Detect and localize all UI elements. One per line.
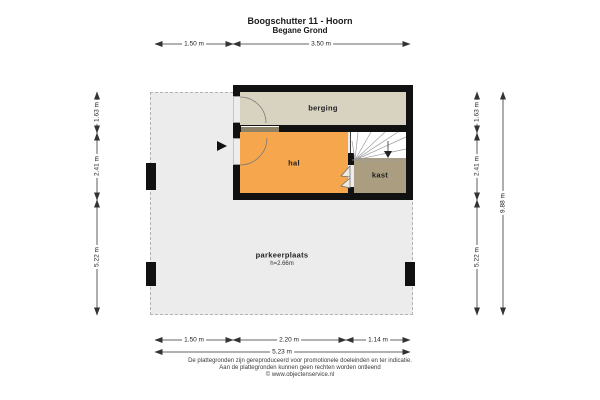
dim-left-3: 5.22 m [93,247,101,267]
dim-right-total: 9.88 m [499,193,507,213]
dim-left-2: 2.41 m [93,156,101,176]
dim-right-2: 2.41 m [473,156,481,176]
footer-copyright: © www.objectenservice.nl [265,372,335,378]
plan-title: Boogschutter 11 - Hoorn [247,16,353,26]
wall-hal-kast-upper [348,153,354,165]
footer-disclaimer-line1: De plattegronden zijn gereproduceerd voor promotionele doeleinden en ter indicatie. [188,358,412,364]
berging-label: berging [308,103,338,113]
dim-bottom-3: 1.14 m [368,336,388,344]
kast-label: kast [371,170,389,180]
dim-top-2: 3.50 m [311,40,331,48]
wall-left-segment-bottom [233,165,240,200]
parcel-wall-stub-right-lower [405,262,415,286]
wall-left-segment-top [233,85,240,96]
parcel-wall-stub-left-lower [146,262,156,286]
parcel-wall-stub-left-upper [146,163,156,190]
parkeerplaats-height-note: h=2.66m [270,261,294,267]
parkeerplaats-label: parkeerplaats [255,250,309,260]
dim-bottom-1: 1.50 m [184,336,204,344]
dim-right-3: 5.22 m [473,247,481,267]
dim-left-1: 1.63 m [93,102,101,122]
wall-building-top [233,85,413,92]
dim-right-1: 1.63 m [473,102,481,122]
plan-subtitle: Begane Grond [272,26,328,35]
meter-cupboard-strip [241,126,279,132]
dim-bottom-2: 2.20 m [279,336,299,344]
berging-door-opening [233,96,240,123]
dim-bottom-total: 5.23 m [272,348,292,356]
hal-label: hal [288,158,300,168]
wall-hal-kast-lower [348,187,354,195]
dim-top-1: 1.50 m [184,40,204,48]
entrance-door-opening [233,138,240,165]
footer-disclaimer-line2: Aan de plattegronden kunnen geen rechten worden ontleend [219,365,381,371]
wall-building-bottom [233,193,413,200]
wall-building-right [406,85,413,200]
room-staircase [350,132,406,160]
